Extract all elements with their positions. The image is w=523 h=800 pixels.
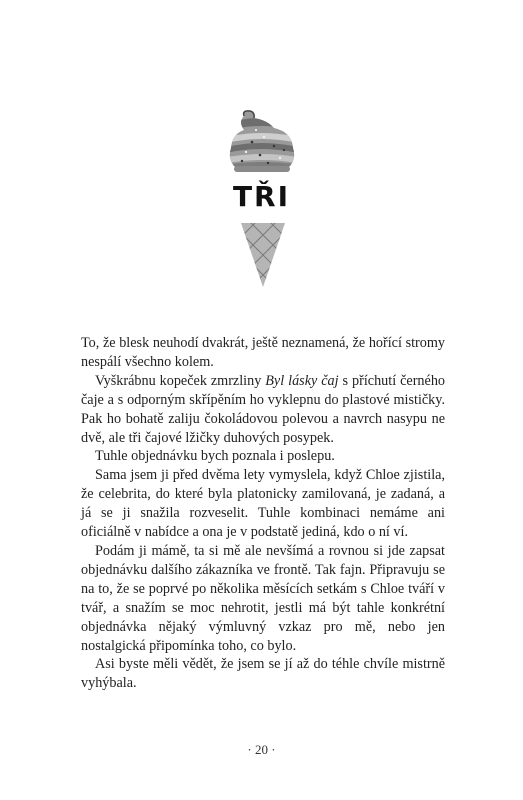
page-number: · 20 ·	[247, 742, 276, 757]
paragraph: Tuhle objednávku bych poznala i poslepu.	[95, 448, 335, 465]
paragraph-text: s příchutí černého čaje a s odporným skřípěním ho vyklepnu do plastové mističky. Pak ho bohatě zaliju čokoládovou polevou a navrch nasypu ne dvě, ale tři čajové lžičky duhových posypek.	[81, 372, 446, 446]
paragraph: To, že blesk neuhodí dvakrát, ještě neznamená, že hořící stromy nespálí všechno kolem.	[81, 335, 445, 370]
ice-cream-scoop-icon	[222, 108, 302, 176]
paragraph: Sama jsem ji před dvěma lety vymyslela, když Chloe zjistila, že celebrita, do které byla platonicky zamilovaná, je zadaná, a já se ji snažila rozveselit. Tuhle kombinaci nemáme ani oficiálně v nabídce a ona je v podstatě jediná, kdo o ní ví.	[81, 467, 445, 541]
paragraph-text: Vyškrábnu kopeček zmrzliny	[95, 372, 266, 389]
paragraph: Podám ji mámě, ta si mě ale nevšímá a rovnou si jde zapsat objednávku dalšího zákazníka ve frontě. Tak fajn. Připravuju se na to, že se poprvé po několika měsících setkám s Chloe tváří v tvář, a snažím se moc nehrotit, jestli má být tahle konkrétní objednávka nějaký výmluvný vzkaz pro mě, nebo jen nostalgická připomínka toho, co bylo.	[81, 542, 445, 654]
paragraph	[81, 372, 445, 448]
chapter-title: TŘI	[232, 180, 291, 213]
chapter-body	[81, 334, 445, 693]
waffle-cone-icon	[240, 222, 286, 288]
paragraph: Asi byste měli vědět, že jsem se jí až do téhle chvíle mistrně vyhýbala.	[81, 656, 445, 692]
flavor-name: Byl lásky čaj	[265, 372, 339, 389]
chapter-header	[0, 100, 523, 290]
